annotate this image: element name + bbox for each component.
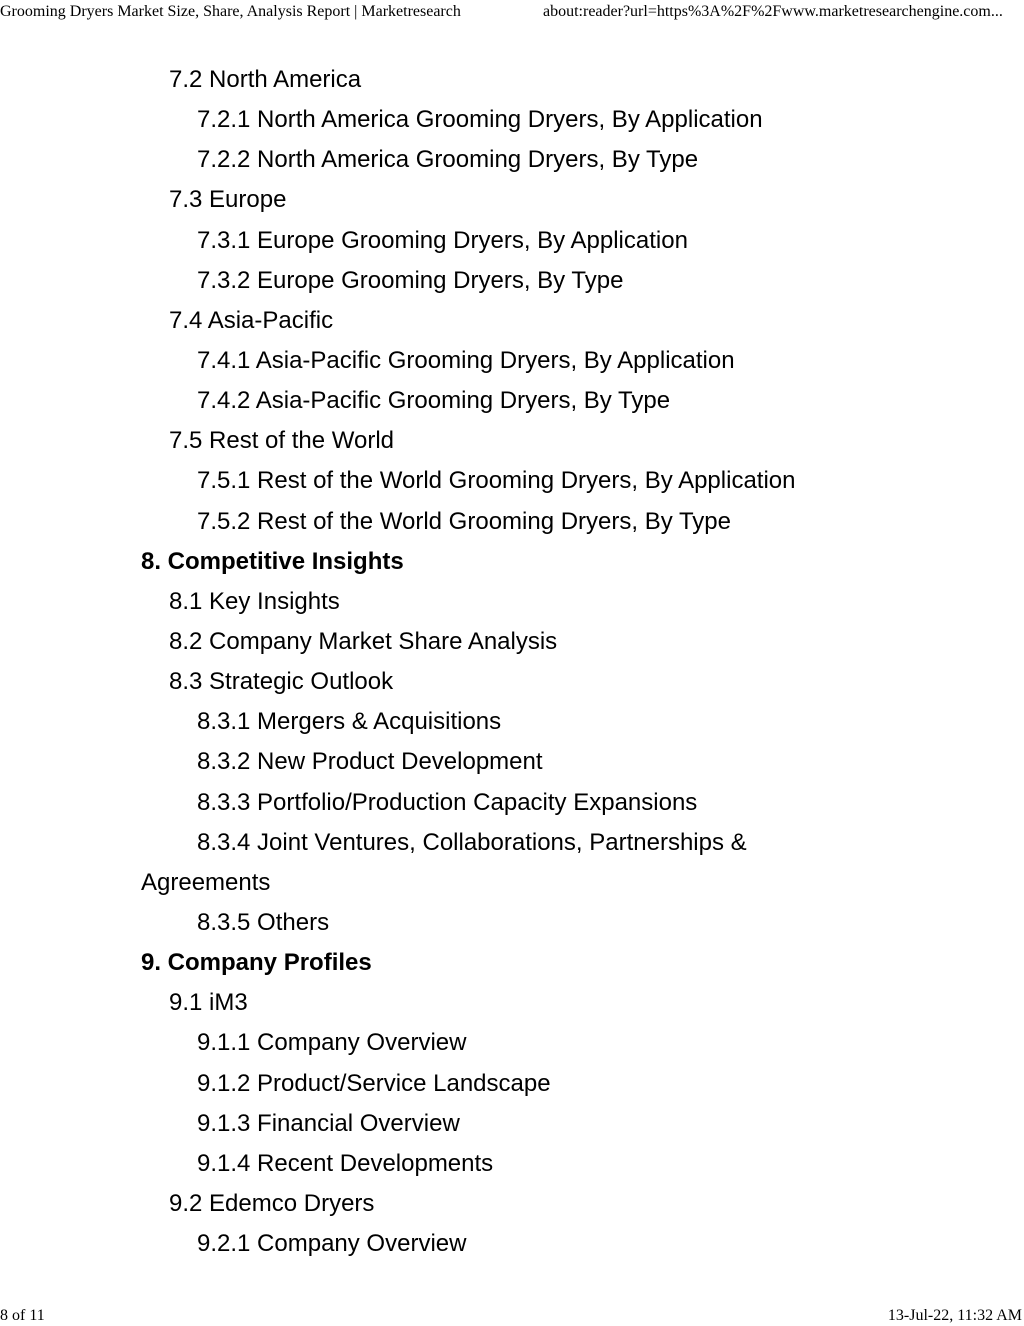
table-of-contents bbox=[141, 60, 881, 1264]
toc-subsection: 8.3.1 Mergers & Acquisitions bbox=[197, 708, 502, 736]
toc-section: 8.2 Company Market Share Analysis bbox=[169, 627, 558, 655]
toc-subsection: 7.5.1 Rest of the World Grooming Dryers, By Application bbox=[197, 467, 796, 495]
print-timestamp: 13-Jul-22, 11:32 AM bbox=[887, 1307, 1022, 1324]
toc-subsection: 9.1.1 Company Overview bbox=[197, 1029, 467, 1057]
toc-subsection: 7.2.2 North America Grooming Dryers, By Type bbox=[197, 146, 699, 174]
toc-section: 8.3 Strategic Outlook bbox=[169, 668, 394, 696]
toc-section: 7.3 Europe bbox=[169, 186, 287, 214]
toc-section: 7.4 Asia-Pacific bbox=[169, 306, 334, 334]
toc-chapter-heading: 9. Company Profiles bbox=[141, 949, 372, 977]
toc-subsection: 8.3.4 Joint Ventures, Collaborations, Partnerships & bbox=[197, 828, 747, 856]
toc-subsection: 8.3.3 Portfolio/Production Capacity Expansions bbox=[197, 788, 698, 816]
toc-section: 8.1 Key Insights bbox=[169, 587, 340, 615]
toc-section: 7.5 Rest of the World bbox=[169, 427, 394, 455]
toc-subsection: 7.4.1 Asia-Pacific Grooming Dryers, By Application bbox=[197, 346, 735, 374]
page-title: Grooming Dryers Market Size, Share, Analysis Report | Marketresearch bbox=[0, 3, 461, 20]
toc-subsection: 7.3.1 Europe Grooming Dryers, By Application bbox=[197, 226, 688, 254]
toc-subsection: 9.1.4 Recent Developments bbox=[197, 1149, 494, 1177]
page-number: 8 of 11 bbox=[0, 1307, 45, 1324]
toc-subsection: 7.5.2 Rest of the World Grooming Dryers, By Type bbox=[197, 507, 731, 535]
toc-subsection: 9.1.2 Product/Service Landscape bbox=[197, 1069, 551, 1097]
toc-chapter-heading: 8. Competitive Insights bbox=[141, 547, 404, 575]
print-header bbox=[0, 2, 1024, 22]
toc-subsection: 9.1.3 Financial Overview bbox=[197, 1109, 460, 1137]
toc-section: 7.2 North America bbox=[169, 66, 362, 93]
toc-subsection: 8.3.5 Others bbox=[197, 908, 330, 936]
toc-subsection: 9.2.1 Company Overview bbox=[197, 1230, 467, 1258]
toc-section: 9.2 Edemco Dryers bbox=[169, 1189, 375, 1217]
page-url: about:reader?url=https%3A%2F%2Fwww.marketresearchengine.com... bbox=[543, 3, 1003, 20]
toc-subsection: 7.3.2 Europe Grooming Dryers, By Type bbox=[197, 266, 624, 294]
toc-subsection: 7.4.2 Asia-Pacific Grooming Dryers, By Type bbox=[197, 387, 671, 415]
toc-subsection: 7.2.1 North America Grooming Dryers, By Application bbox=[197, 106, 763, 134]
toc-subsection-continuation: Agreements bbox=[141, 868, 271, 896]
toc-subsection: 8.3.2 New Product Development bbox=[197, 748, 543, 776]
toc-section: 9.1 iM3 bbox=[169, 989, 248, 1017]
print-footer bbox=[0, 1306, 1024, 1326]
